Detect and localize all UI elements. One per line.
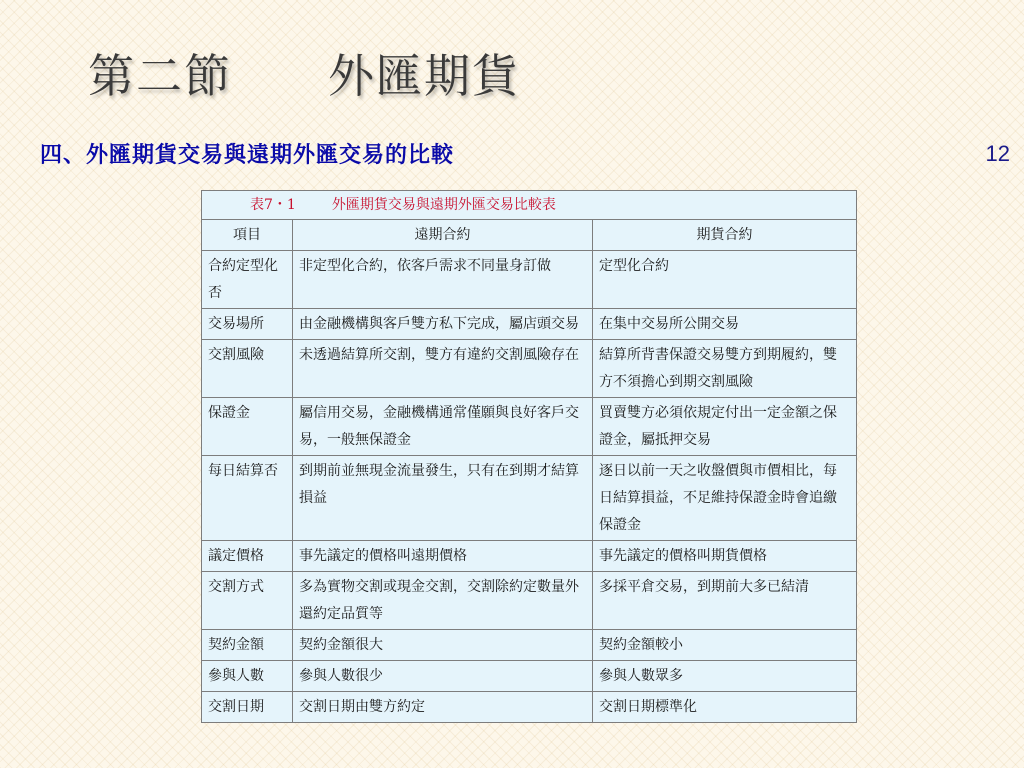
row-item-cell: 交割日期 [202,692,293,723]
row-item-cell: 每日結算否 [202,456,293,541]
header-futures-contract: 期貨合約 [593,220,857,251]
row-item-cell: 交割方式 [202,572,293,630]
row-futures-cell: 買賣雙方必須依規定付出一定金額之保證金，屬抵押交易 [593,398,857,456]
table-caption [202,191,857,220]
table-row [202,541,857,572]
row-futures-cell: 參與人數眾多 [593,661,857,692]
row-forward-cell: 交割日期由雙方約定 [293,692,593,723]
table-row [202,456,857,541]
comparison-table [201,190,857,723]
table-header-row [202,220,857,251]
table-row [202,630,857,661]
row-futures-cell: 多採平倉交易，到期前大多已結清 [593,572,857,630]
row-item-cell: 交割風險 [202,340,293,398]
row-forward-cell: 到期前並無現金流量發生，只有在到期才結算損益 [293,456,593,541]
row-futures-cell: 交割日期標準化 [593,692,857,723]
slide-subtitle: 四、外匯期貨交易與遠期外匯交易的比較 [40,143,455,168]
row-item-cell: 參與人數 [202,661,293,692]
row-forward-cell: 由金融機構與客戶雙方私下完成，屬店頭交易 [293,309,593,340]
header-forward-contract: 遠期合約 [293,220,593,251]
row-forward-cell: 多為實物交割或現金交割，交割除約定數量外還約定品質等 [293,572,593,630]
table-caption-label: 表7・1 [250,197,296,213]
slide-title-topic: 外匯期貨 [328,49,520,103]
row-forward-cell: 屬信用交易，金融機構通常僅願與良好客戶交易，一般無保證金 [293,398,593,456]
row-forward-cell: 未透過結算所交割，雙方有違約交割風險存在 [293,340,593,398]
row-futures-cell: 結算所背書保證交易雙方到期履約，雙方不須擔心到期交割風險 [593,340,857,398]
header-item: 項目 [202,220,293,251]
row-forward-cell: 參與人數很少 [293,661,593,692]
row-futures-cell: 契約金額較小 [593,630,857,661]
row-forward-cell: 契約金額很大 [293,630,593,661]
table-row [202,309,857,340]
row-forward-cell: 非定型化合約，依客戶需求不同量身訂做 [293,251,593,309]
row-futures-cell: 逐日以前一天之收盤價與市價相比，每日結算損益，不足維持保證金時會追繳保證金 [593,456,857,541]
table-caption-row [202,191,857,220]
row-item-cell: 交易場所 [202,309,293,340]
row-futures-cell: 在集中交易所公開交易 [593,309,857,340]
row-item-cell: 保證金 [202,398,293,456]
row-item-cell: 議定價格 [202,541,293,572]
table-row [202,692,857,723]
table-row [202,572,857,630]
row-futures-cell: 事先議定的價格叫期貨價格 [593,541,857,572]
row-item-cell: 合約定型化否 [202,251,293,309]
page-number: 12 [985,141,1010,166]
table-row [202,251,857,309]
slide-title-section: 第二節 [88,49,232,103]
comparison-table-container [201,190,856,723]
table-row [202,340,857,398]
row-item-cell: 契約金額 [202,630,293,661]
table-row [202,661,857,692]
row-forward-cell: 事先議定的價格叫遠期價格 [293,541,593,572]
table-row [202,398,857,456]
slide-title [88,40,520,106]
row-futures-cell: 定型化合約 [593,251,857,309]
table-caption-title: 外匯期貨交易與遠期外匯交易比較表 [331,197,556,213]
